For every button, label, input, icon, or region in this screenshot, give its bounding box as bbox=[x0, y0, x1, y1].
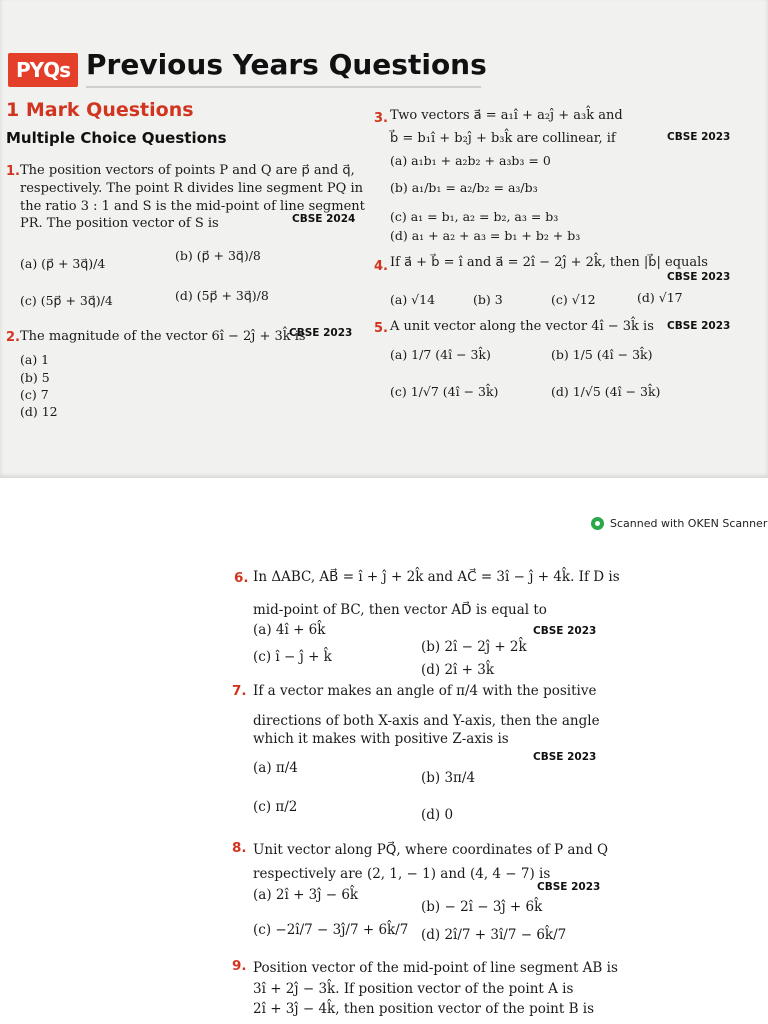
option-b: (b) 3 bbox=[473, 292, 503, 307]
option-b: (b) (p⃗ + 3q⃗)/8 bbox=[175, 248, 261, 263]
textbook-page-top bbox=[0, 0, 768, 478]
question-line: respectively. The point R divides line segment PQ in bbox=[20, 181, 363, 196]
question-line: mid-point of BC, then vector AD⃗ is equal to bbox=[253, 602, 547, 618]
exam-tag: CBSE 2024 bbox=[292, 213, 356, 225]
page-title: Previous Years Questions bbox=[86, 48, 487, 81]
question-line: The position vectors of points P and Q are p⃗ and q⃗, bbox=[20, 163, 355, 178]
question-line: Two vectors a⃗ = a₁î + a₂ĵ + a₃k̂ and bbox=[390, 108, 623, 123]
question-number: 9. bbox=[232, 958, 247, 974]
option-c: (c) 7 bbox=[20, 387, 49, 402]
option-d: (d) √17 bbox=[637, 290, 683, 305]
option-d: (d) 0 bbox=[421, 807, 454, 823]
option-d: (d) a₁ + a₂ + a₃ = b₁ + b₂ + b₃ bbox=[390, 228, 581, 243]
exam-tag: CBSE 2023 bbox=[667, 271, 731, 283]
question-number: 5. bbox=[374, 321, 388, 336]
question-line: respectively are (2, 1, − 1) and (4, 4 − 7) is bbox=[253, 866, 551, 882]
option-b: (b) 2î − 2ĵ + 2k̂ bbox=[421, 639, 527, 655]
scanner-watermark bbox=[591, 517, 767, 530]
question-line: Position vector of the mid-point of line segment AB is bbox=[253, 960, 618, 976]
question-number: 3. bbox=[374, 111, 388, 126]
question-line: PR. The position vector of S is bbox=[20, 216, 219, 231]
question-line: 3î + 2ĵ − 3k̂. If position vector of the point A is bbox=[253, 981, 574, 997]
option-d: (d) 1/√5 (4î − 3k̂) bbox=[551, 384, 661, 399]
exam-tag: CBSE 2023 bbox=[537, 881, 601, 893]
exam-tag: CBSE 2023 bbox=[533, 751, 597, 763]
question-line: which it makes with positive Z-axis is bbox=[253, 731, 509, 747]
option-c: (c) 1/√7 (4î − 3k̂) bbox=[390, 384, 499, 399]
question-number: 7. bbox=[232, 683, 247, 699]
option-a: (a) (p⃗ + 3q⃗)/4 bbox=[20, 256, 106, 271]
option-b: (b) 1/5 (4î − 3k̂) bbox=[551, 347, 653, 362]
option-d: (d) 2î/7 + 3î/7 − 6k̂/7 bbox=[421, 927, 567, 943]
pyqs-badge: PYQs bbox=[8, 53, 78, 87]
option-d: (d) (5p⃗ + 3q⃗)/8 bbox=[175, 288, 269, 303]
question-line: Unit vector along PQ⃗, where coordinates of P and Q bbox=[253, 842, 609, 858]
exam-tag: CBSE 2023 bbox=[667, 131, 731, 143]
question-line: 2î + 3ĵ − 4k̂, then position vector of the point B is bbox=[253, 1001, 595, 1017]
subsection-heading: Multiple Choice Questions bbox=[6, 129, 227, 147]
option-d: (d) 2î + 3k̂ bbox=[421, 662, 495, 678]
question-line: In ΔABC, AB⃗ = î + ĵ + 2k̂ and AC⃗ = 3î − ĵ + 4k̂. If D is bbox=[253, 569, 620, 585]
oken-scanner-logo-icon bbox=[591, 517, 604, 530]
option-b: (b) 5 bbox=[20, 370, 50, 385]
option-c: (c) −2î/7 − 3ĵ/7 + 6k̂/7 bbox=[253, 922, 409, 938]
scanner-text: Scanned with OKEN Scanner bbox=[610, 517, 768, 530]
question-line: A unit vector along the vector 4î − 3k̂ is bbox=[390, 319, 654, 334]
option-a: (a) √14 bbox=[390, 292, 436, 307]
option-a: (a) 1/7 (4î − 3k̂) bbox=[390, 347, 491, 362]
option-b: (b) − 2î − 3ĵ + 6k̂ bbox=[421, 899, 543, 915]
option-c: (c) (5p⃗ + 3q⃗)/4 bbox=[20, 293, 113, 308]
question-number: 1. bbox=[6, 164, 20, 179]
option-c: (c) π/2 bbox=[253, 799, 298, 815]
exam-tag: CBSE 2023 bbox=[289, 327, 353, 339]
question-line: If a⃗ + b⃗ = î and a⃗ = 2î − 2ĵ + 2k̂, then |b⃗| equals bbox=[390, 255, 708, 270]
exam-tag: CBSE 2023 bbox=[533, 625, 597, 637]
option-c: (c) î − ĵ + k̂ bbox=[253, 649, 332, 665]
option-b: (b) a₁/b₁ = a₂/b₂ = a₃/b₃ bbox=[390, 180, 538, 195]
question-line: directions of both X-axis and Y-axis, then the angle bbox=[253, 713, 600, 729]
question-line: b⃗ = b₁î + b₂ĵ + b₃k̂ are collinear, if bbox=[390, 131, 616, 146]
question-line: If a vector makes an angle of π/4 with the positive bbox=[253, 683, 597, 699]
question-number: 4. bbox=[374, 259, 388, 274]
option-a: (a) a₁b₁ + a₂b₂ + a₃b₃ = 0 bbox=[390, 153, 551, 168]
option-a: (a) 1 bbox=[20, 352, 50, 367]
option-a: (a) 4î + 6k̂ bbox=[253, 622, 326, 638]
option-a: (a) 2î + 3ĵ − 6k̂ bbox=[253, 887, 359, 903]
exam-tag: CBSE 2023 bbox=[667, 320, 731, 332]
title-underline bbox=[86, 86, 481, 88]
section-heading: 1 Mark Questions bbox=[6, 99, 194, 121]
question-line: the ratio 3 : 1 and S is the mid-point of line segment bbox=[20, 199, 365, 214]
question-number: 2. bbox=[6, 330, 20, 345]
option-b: (b) 3π/4 bbox=[421, 770, 476, 786]
question-line: The magnitude of the vector 6î − 2ĵ + 3k̂ is bbox=[20, 329, 306, 344]
question-number: 6. bbox=[234, 570, 249, 586]
option-c: (c) a₁ = b₁, a₂ = b₂, a₃ = b₃ bbox=[390, 209, 559, 224]
option-a: (a) π/4 bbox=[253, 760, 298, 776]
textbook-page-bottom bbox=[0, 478, 768, 1024]
question-number: 8. bbox=[232, 840, 247, 856]
option-c: (c) √12 bbox=[551, 292, 596, 307]
option-d: (d) 12 bbox=[20, 404, 58, 419]
